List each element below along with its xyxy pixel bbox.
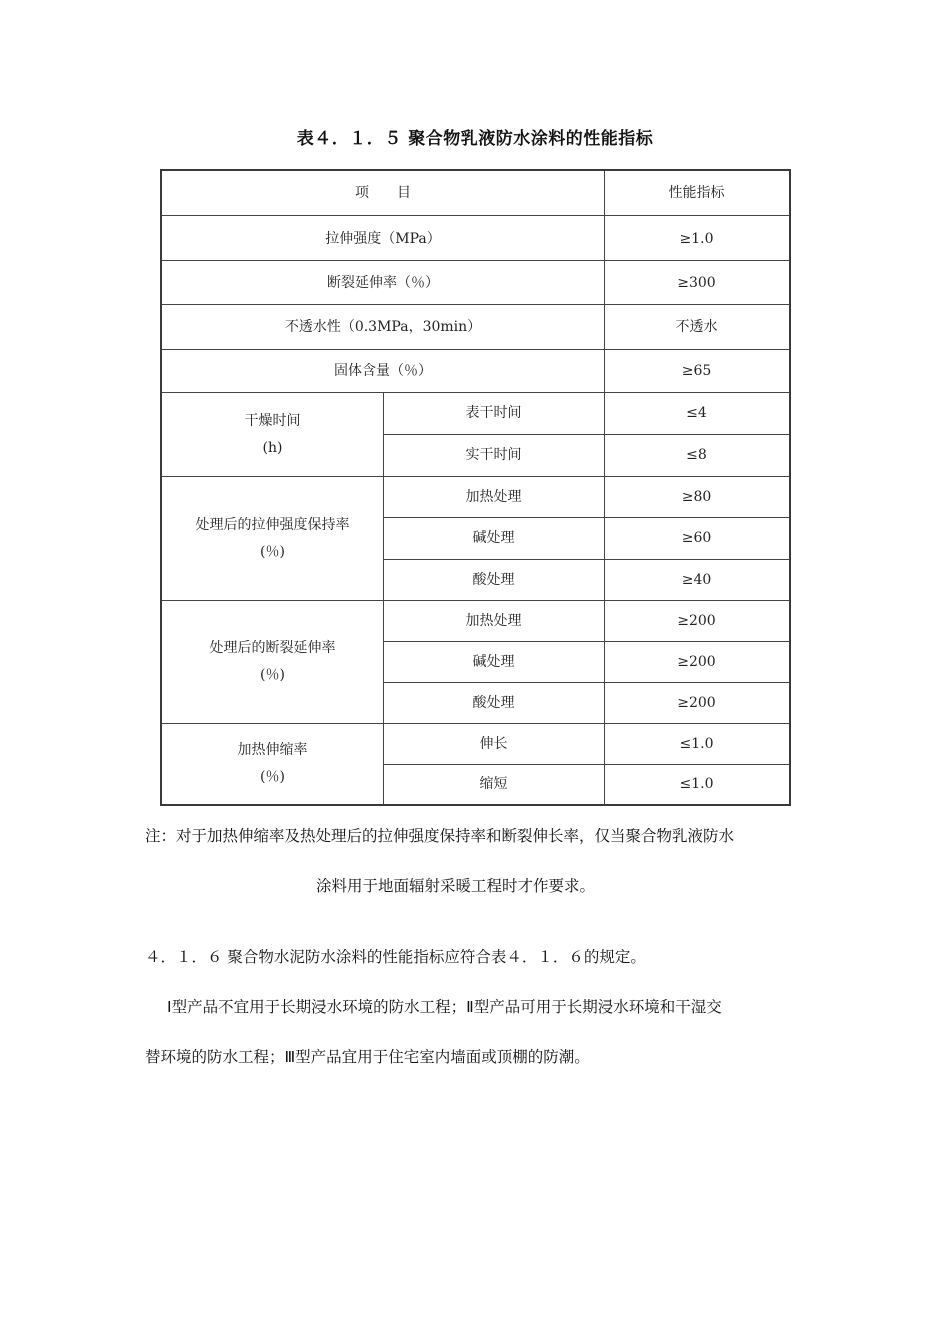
table-title: 表４．１．５ 聚合物乳液防水涂料的性能指标: [296, 129, 654, 149]
row-value: ≥300: [677, 274, 716, 291]
row-item: 断裂延伸率（％）: [327, 274, 439, 291]
group-label: [162, 601, 383, 723]
group-unit: (％): [260, 667, 285, 683]
sub-value: ≥60: [681, 530, 712, 547]
sub-value: ≥80: [681, 489, 712, 506]
sub-value: ≥200: [677, 654, 716, 671]
row-value: 不透水: [675, 318, 718, 335]
body-paragraph-line1: Ⅰ型产品不宜用于长期浸水环境的防水工程；Ⅱ型产品可用于长期浸水环境和干湿交: [167, 998, 722, 1016]
group-label: [162, 724, 383, 804]
sub-value: ≥40: [681, 571, 712, 588]
sub-label: 伸长: [479, 736, 508, 753]
group-name: 加热伸缩率: [237, 742, 308, 759]
table-note-line2: 涂料用于地面辐射采暖工程时才作要求。: [316, 877, 596, 895]
group-unit: (％): [260, 543, 285, 560]
group-unit: (％): [260, 769, 285, 785]
sub-value: ≤8: [686, 447, 707, 464]
row-item: 不透水性（0.3MPa，30min）: [284, 318, 482, 335]
sub-label: 实干时间: [465, 447, 522, 464]
sub-label: 酸处理: [472, 695, 515, 712]
body-paragraph-line2: 替环境的防水工程；Ⅲ型产品宜用于住宅室内墙面或顶棚的防潮。: [145, 1048, 590, 1066]
group-label: [162, 393, 383, 476]
sub-label: 缩短: [479, 776, 508, 793]
row-value: ≥1.0: [679, 230, 714, 247]
header-index: 性能指标: [668, 184, 725, 201]
sub-value: ≤1.0: [679, 776, 714, 793]
sub-value: ≥200: [677, 613, 716, 630]
row-value: ≥65: [681, 363, 712, 380]
sub-label: 碱处理: [472, 530, 515, 547]
sub-label: 碱处理: [472, 654, 515, 671]
sub-value: ≤1.0: [679, 736, 714, 753]
group-name: 处理后的拉伸强度保持率: [195, 516, 350, 533]
group-unit: (h): [262, 439, 283, 456]
table-note-line1: 注：对于加热伸缩率及热处理后的拉伸强度保持率和断裂伸长率，仅当聚合物乳液防水: [145, 827, 735, 845]
sub-label: 加热处理: [465, 489, 522, 506]
sub-value: ≤4: [686, 405, 707, 422]
group-label: [162, 477, 383, 600]
row-item: 拉伸强度（MPa）: [325, 230, 441, 247]
sub-value: ≥200: [677, 695, 716, 712]
group-name: 处理后的断裂延伸率: [209, 640, 336, 657]
section-paragraph: ４．１．６ 聚合物水泥防水涂料的性能指标应符合表４．１．６的规定。: [145, 948, 646, 966]
sub-label: 加热处理: [465, 613, 522, 630]
sub-label: 表干时间: [465, 405, 522, 422]
row-item: 固体含量（％）: [334, 363, 432, 380]
sub-label: 酸处理: [472, 571, 515, 588]
performance-table: [160, 169, 791, 806]
group-name: 干燥时间: [244, 412, 301, 429]
header-item: 项 目: [355, 184, 411, 201]
